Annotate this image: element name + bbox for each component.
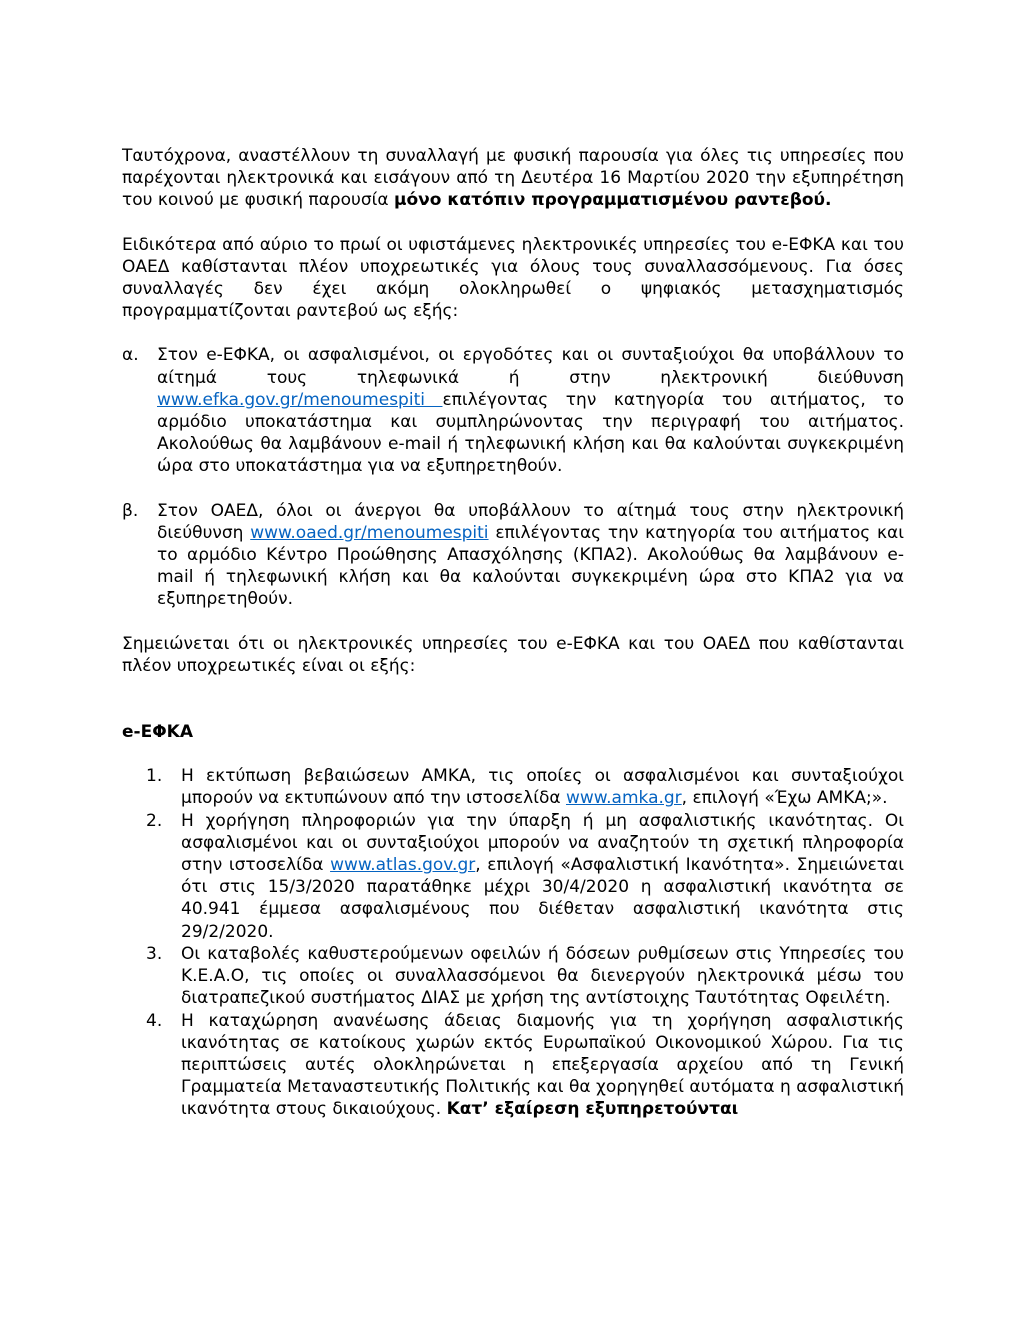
details-paragraph: Ειδικότερα από αύριο το πρωί οι υφιστάμενες ηλεκτρονικές υπηρεσίες του e-ΕΦΚΑ και του ΟΑΕΔ καθίστανται πλέον υποχρεωτικές για όλους τους συναλλασσόμενους. Για όσες συναλλαγές δεν έχει ακόμη ολοκληρωθεί ο ψηφιακός μετασχηματισμός προγραμματίζονται ραντεβού ως εξής: (122, 234, 904, 322)
amka-link[interactable]: www.amka.gr (565, 788, 682, 809)
list-number: 1. (146, 766, 163, 787)
intro-paragraph (122, 145, 904, 212)
intro-text: Ταυτόχρονα, αναστέλλουν τη συναλλαγή με φυσική παρουσία για όλες τις υπηρεσίες που παρέχονται ηλεκτρονικά και εισάγουν από τη Δευτέρα 16 Μαρτίου 2020 την εξυπηρέτηση του κοινού με φυσική παρουσία (122, 146, 904, 211)
exception-bold-text: Κατ’ εξαίρεση εξυπηρετούνται (446, 1099, 739, 1120)
list-marker: α. (122, 345, 139, 366)
intro-bold-text: μόνο κατόπιν προγραμματισμένου ραντεβού. (393, 190, 832, 211)
section-heading: e-ΕΦΚΑ (122, 722, 193, 743)
atlas-link[interactable]: www.atlas.gov.gr (330, 855, 476, 876)
oaed-link[interactable]: www.oaed.gr/menoumespiti (250, 522, 489, 543)
numbered-item-2: 2. Η χορήγηση πληροφοριών για την ύπαρξη ή μη ασφαλιστικής ικανότητας. Οι ασφαλισμένοι και οι συνταξιούχοι μπορούν να αναζητούν τη σχετική πληροφορία στην ιστοσελίδα www.atlas.gov.gr, επιλογή «Ασφαλιστική Ικανότητα». Σημειώνεται ότι στις 15/3/2020 παρατάθηκε μέχρι 30/4/2020 η ασφαλιστική ικανότητα σε 40.941 έμμεσα ασφαλισμένους που διέθεταν ασφαλιστική ικανότητα στις 29/2/2020. (146, 810, 904, 942)
list-marker: β. (122, 500, 139, 521)
list-number: 2. (146, 810, 163, 831)
numbered-item-3: 3. Οι καταβολές καθυστερούμενων οφειλών ή δόσεων ρυθμίσεων στις Υπηρεσίες του Κ.Ε.Α.Ο, τις οποίες οι συναλλασσόμενοι θα διενεργούν ηλεκτρονικά μέσω του διατραπεζικού συστήματος ΔΙΑΣ με χρήση της αντίστοιχης Ταυτότητας Οφειλέτη. (146, 943, 904, 1009)
numbered-item-4: 4. Η καταχώρηση ανανέωσης άδειας διαμονής για τη χορήγηση ασφαλιστικής ικανότητας σε κατοίκους χωρών εκτός Ευρωπαϊκού Οικονομικού Χώρου. Για τις περιπτώσεις αυτές ολοκληρώνεται η επεξεργασία αρχείου από τη Γενική Γραμματεία Μεταναστευτικής Πολιτικής και θα χορηγηθεί αυτόματα η ασφαλιστική ικανότητα στους δικαιούχους. Κατ’ εξαίρεση εξυπηρετούνται (146, 1010, 904, 1120)
list-number: 4. (146, 1010, 163, 1031)
document-body (122, 145, 904, 1121)
list-item-a: α. Στον e-ΕΦΚΑ, οι ασφαλισμένοι, οι εργοδότες και οι συνταξιούχοι θα υποβάλλουν το αίτημά τους τηλεφωνικά ή στην ηλεκτρονική διεύθυνση www.efka.gov.gr/menoumespiti επιλέγοντας την κατηγορία του αιτήματος, το αρμόδιο υποκατάστημα και συμπληρώνοντας την περιγραφή του αιτήματος. Ακολούθως θα λαμβάνουν e-mail ή τηλεφωνική κλήση και θα καλούνται συγκεκριμένη ώρα στο υποκατάστημα για να εξυπηρετηθούν. (122, 345, 904, 477)
list-item-b: β. Στον ΟΑΕΔ, όλοι οι άνεργοι θα υποβάλλουν το αίτημά τους στην ηλεκτρονική διεύθυνση www.oaed.gr/menoumespiti επιλέγοντας την κατηγορία του αιτήματος και το αρμόδιο Κέντρο Προώθησης Απασχόλησης (ΚΠΑ2). Ακολούθως θα λαμβάνουν e-mail ή τηλεφωνική κλήση και θα καλούνται συγκεκριμένη ώρα στο ΚΠΑ2 για να εξυπηρετηθούν. (122, 500, 904, 610)
list-number: 3. (146, 943, 163, 964)
numbered-item-1: 1. Η εκτύπωση βεβαιώσεων ΑΜΚΑ, τις οποίες οι ασφαλισμένοι και συνταξιούχοι μπορούν να εκτυπώνουν από την ιστοσελίδα www.amka.gr, επιλογή «Έχω ΑΜΚΑ;». (146, 766, 904, 809)
services-intro-paragraph: Σημειώνεται ότι οι ηλεκτρονικές υπηρεσίες του e-ΕΦΚΑ και του ΟΑΕΔ που καθίστανται πλέον υποχρεωτικές είναι οι εξής: (122, 633, 904, 676)
efka-link[interactable]: www.efka.gov.gr/menoumespiti (157, 389, 443, 410)
